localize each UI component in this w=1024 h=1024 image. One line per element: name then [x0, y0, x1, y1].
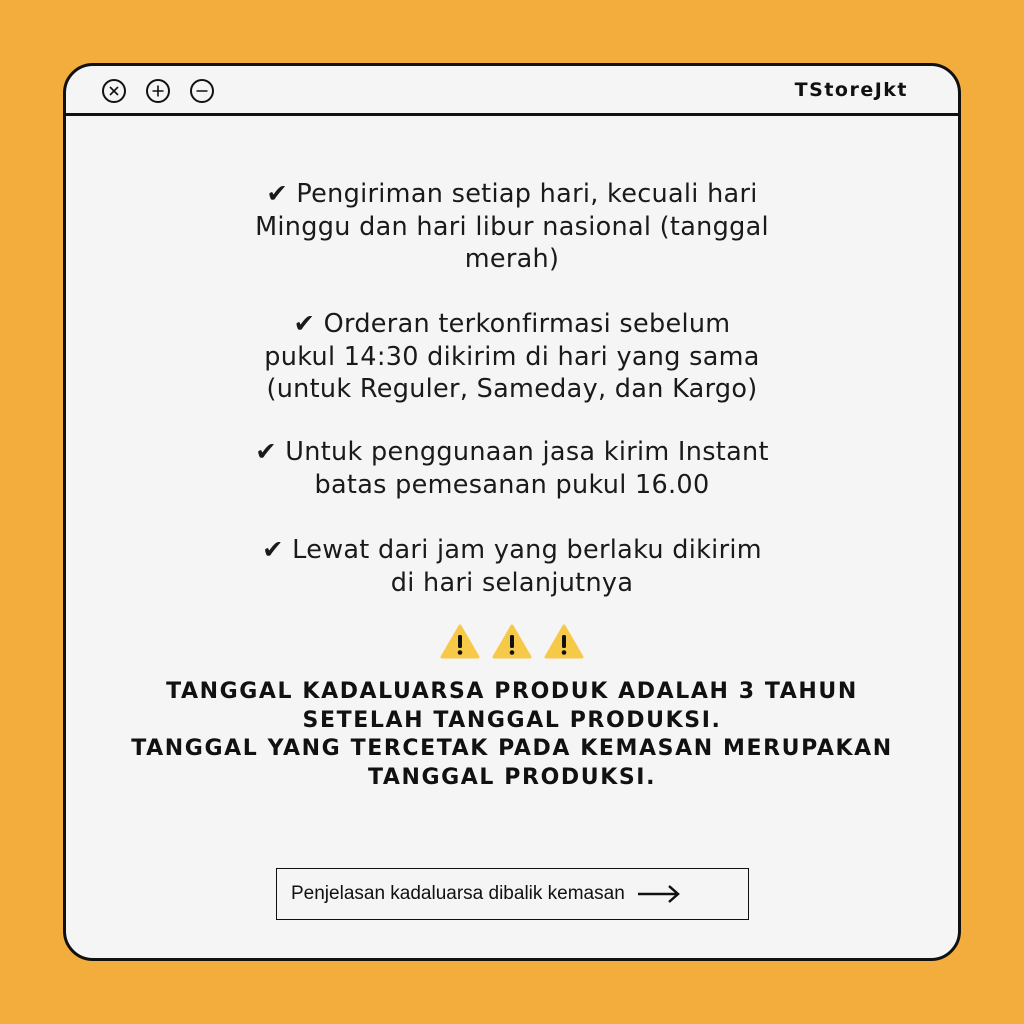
- minimize-button[interactable]: [190, 79, 214, 103]
- warning-icon: [544, 624, 584, 660]
- paragraph-line: di hari selanjutnya: [390, 567, 634, 598]
- close-icon: [106, 83, 122, 99]
- notice-line: TANGGAL YANG TERCETAK PADA KEMASAN MERUPAKAN: [131, 736, 893, 761]
- add-icon: [150, 83, 166, 99]
- notice-line: SETELAH TANGGAL PRODUKSI.: [302, 707, 722, 733]
- paragraph-line: (untuk Reguler, Sameday, dan Kargo): [266, 374, 758, 404]
- paragraph-line: merah): [464, 244, 560, 274]
- paragraph-line: Minggu dan hari libur nasional (tanggal: [255, 211, 769, 242]
- paragraph-line: pukul 14:30 dikirim di hari yang sama: [264, 341, 760, 372]
- arrow-right-icon: [637, 884, 681, 904]
- info-paragraph-order-cutoff: [216, 308, 808, 406]
- notice-line: TANGGAL KADALUARSA PRODUK ADALAH 3 TAHUN: [166, 679, 858, 704]
- paragraph-line: ✔ Lewat dari jam yang berlaku dikirim: [262, 535, 762, 565]
- warning-icons-row: [66, 620, 958, 660]
- paragraph-line: ✔ Untuk penggunaan jasa kirim Instant: [255, 437, 769, 467]
- paragraph-line: ✔ Orderan terkonfirmasi sebelum: [293, 309, 731, 339]
- close-button[interactable]: [102, 79, 126, 103]
- info-paragraph-shipping-days: [216, 178, 808, 276]
- warning-icon: [492, 624, 532, 660]
- info-paragraph-instant-cutoff: [216, 436, 808, 501]
- warning-icon: [440, 624, 480, 660]
- info-paragraph-late-orders: [216, 534, 808, 599]
- paragraph-line: ✔ Pengiriman setiap hari, kecuali hari: [266, 179, 758, 209]
- expiry-notice: [106, 678, 918, 792]
- browser-window: [63, 63, 961, 961]
- brand-name: TStoreJkt: [794, 79, 908, 101]
- minimize-icon: [194, 83, 210, 99]
- expiry-explanation-button[interactable]: [276, 868, 749, 920]
- title-bar: [66, 66, 958, 116]
- paragraph-line: batas pemesanan pukul 16.00: [314, 469, 710, 500]
- notice-line: TANGGAL PRODUKSI.: [367, 764, 657, 790]
- cta-label: Penjelasan kadaluarsa dibalik kemasan: [291, 883, 625, 904]
- add-button[interactable]: [146, 79, 170, 103]
